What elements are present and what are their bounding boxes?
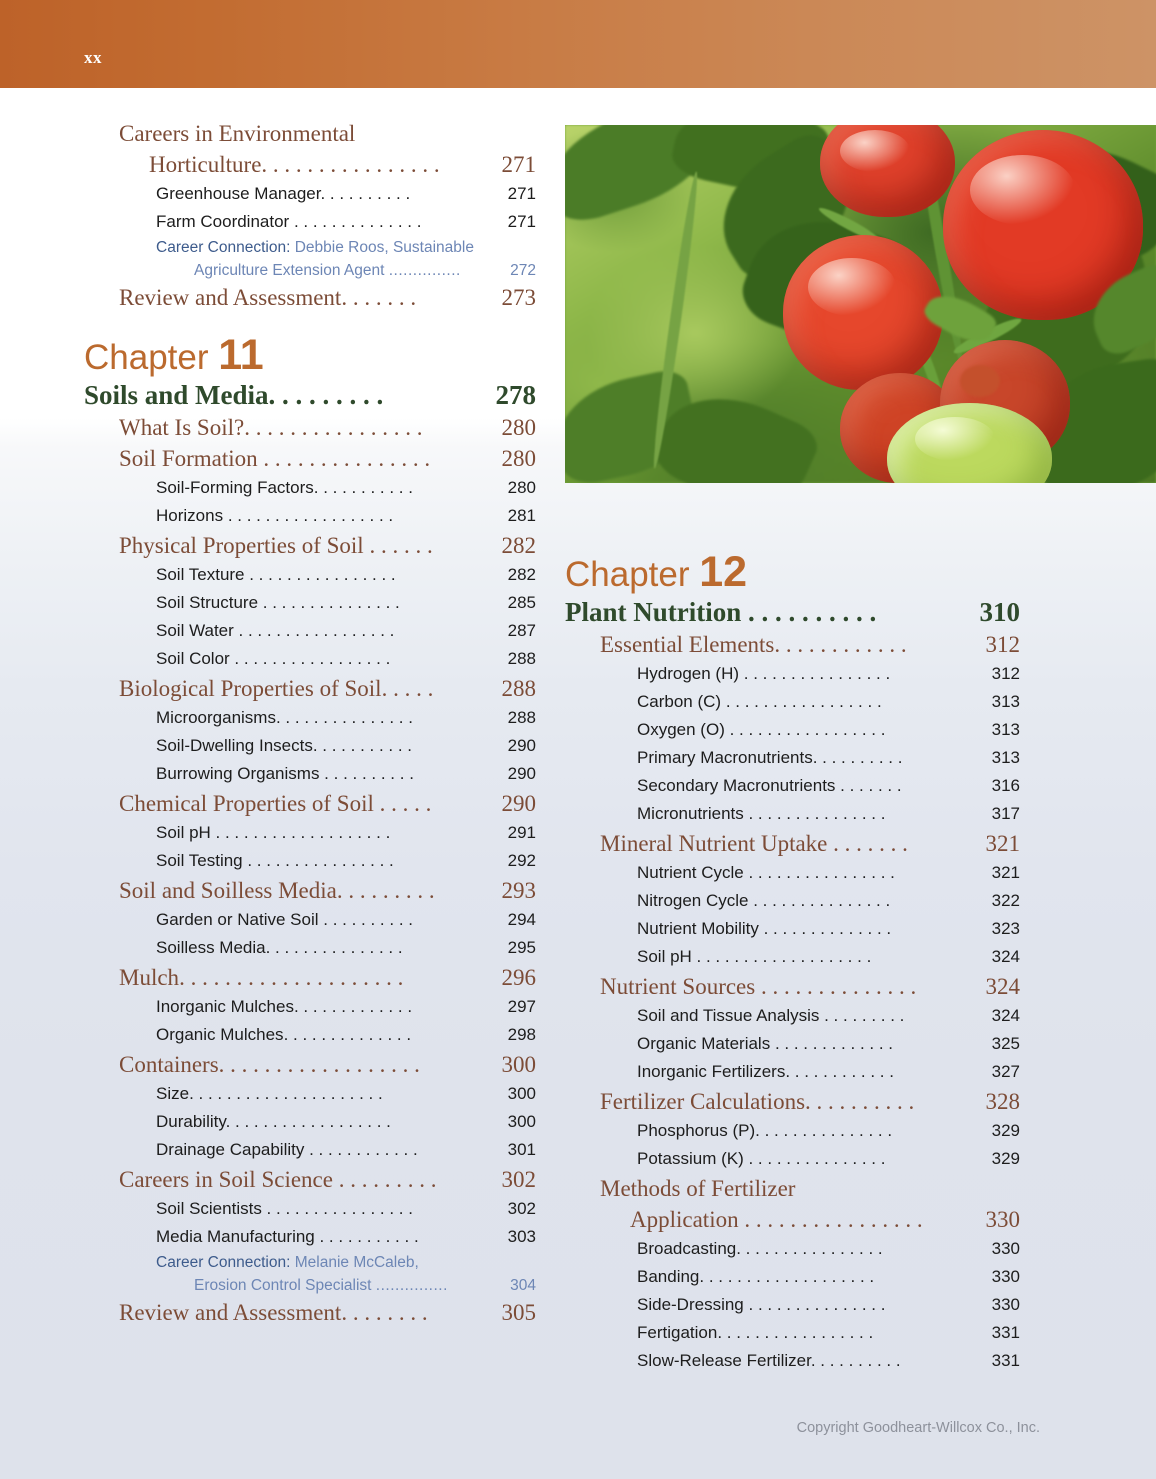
toc-entry-label: Nutrient Cycle xyxy=(637,863,749,882)
page-number: 290 xyxy=(507,736,536,755)
leader-dots: . . . . . . . . . . . . . . . . . . xyxy=(227,506,394,525)
leader-dots: . . . . . . . . . . . . . . . xyxy=(753,891,891,910)
toc-entry-label: Organic Materials xyxy=(637,1034,775,1053)
career-connection-label: Career Connection: xyxy=(156,239,291,256)
toc-entry-label: Potassium (K) xyxy=(637,1149,749,1168)
toc-entry-sub[interactable] xyxy=(637,744,1020,772)
leader-dots: . . . . . . . . . . . . . . xyxy=(763,919,892,938)
toc-entry-sub[interactable] xyxy=(156,645,536,673)
toc-entry-sub[interactable] xyxy=(156,906,536,934)
toc-left-chapter11-list xyxy=(84,412,536,1328)
leader-dots: . . . . . . . . . . . . . xyxy=(774,1034,894,1053)
page-number: 305 xyxy=(501,1300,536,1325)
toc-entry-head-cont[interactable] xyxy=(149,149,536,180)
leader-dots: . . . . . . . . . . . . . . . xyxy=(262,593,400,612)
toc-entry-head[interactable] xyxy=(600,971,1020,1002)
page-number: 293 xyxy=(501,878,536,903)
toc-entry-sub[interactable] xyxy=(637,1117,1020,1145)
page-number: 297 xyxy=(507,997,536,1016)
leader-dots: . . . . . . . . . . . . . . . . . . . . . xyxy=(189,1084,383,1103)
page-number: 302 xyxy=(507,1199,536,1218)
chapter-11-banner xyxy=(84,331,536,379)
page-number: 273 xyxy=(501,285,536,310)
toc-entry-label: Nutrient Mobility xyxy=(637,919,764,938)
page-number: 282 xyxy=(507,565,536,584)
leader-dots: . . . . . . . xyxy=(341,285,417,310)
toc-entry-sub[interactable] xyxy=(637,1145,1020,1173)
toc-entry-label: Size xyxy=(156,1084,190,1103)
toc-entry-head[interactable] xyxy=(119,1164,536,1195)
page-number: 325 xyxy=(991,1034,1020,1053)
leader-dots: . . . . . . . . . . . . . xyxy=(293,997,413,1016)
toc-entry-label: Mulch xyxy=(119,965,180,990)
leader-dots: . . . . . . . . . . . . . . . xyxy=(275,708,413,727)
toc-entry-sub[interactable] xyxy=(156,617,536,645)
chapter-word: Chapter xyxy=(84,338,209,377)
leader-dots: . . . . . . . xyxy=(833,831,908,856)
photo-tomato-highlight xyxy=(840,130,910,172)
toc-entry-label: Side-Dressing xyxy=(637,1295,749,1314)
toc-entry-label: Review and Assessment xyxy=(119,285,342,310)
toc-entry-sub[interactable] xyxy=(156,1021,536,1049)
leader-dots: . . . . . . . . . . . . . . . xyxy=(265,938,403,957)
toc-entry-label: Horticulture xyxy=(149,152,262,177)
toc-entry-label: Soil Texture xyxy=(156,565,250,584)
leader-dots: . . . . . . . . . . xyxy=(810,1351,901,1370)
chapter-number: 12 xyxy=(699,548,748,596)
toc-entry-head[interactable] xyxy=(119,282,536,313)
leader-dots: . . . . . . . . xyxy=(341,1300,428,1325)
page-number: 288 xyxy=(501,676,536,701)
leader-dots: ............... xyxy=(375,1277,448,1294)
page-number: 329 xyxy=(991,1121,1020,1140)
leader-dots: ............... xyxy=(388,262,461,279)
toc-entry-label: Soil Color xyxy=(156,649,235,668)
page-number: 324 xyxy=(985,974,1020,999)
leader-dots: . . . . . . . . . . xyxy=(320,184,411,203)
toc-entry-head[interactable] xyxy=(119,118,536,149)
toc-entry-label: Soilless Media xyxy=(156,938,266,957)
photo-green-tomato-highlight xyxy=(915,417,995,461)
page-number: 330 xyxy=(991,1267,1020,1286)
leader-dots: . . . . . . . . . . . . . . . . . . xyxy=(225,1112,391,1131)
leader-dots: . . . . . . . . . . . . xyxy=(785,1062,894,1081)
toc-entry-label: Fertigation xyxy=(637,1323,718,1342)
leader-dots: . . . . . . . . . . . . . . . . xyxy=(744,1207,923,1232)
toc-entry-label: Nitrogen Cycle xyxy=(637,891,754,910)
toc-entry-label: Soil Structure xyxy=(156,593,263,612)
page-number: 295 xyxy=(507,938,536,957)
page-number: 312 xyxy=(985,632,1020,657)
leader-dots: . . . . . . . xyxy=(840,776,902,795)
leader-dots: . . . . . . . . . . . . . . xyxy=(293,212,422,231)
page-number: 317 xyxy=(991,804,1020,823)
toc-entry-sub[interactable] xyxy=(637,1291,1020,1319)
toc-entry-sub[interactable] xyxy=(637,1030,1020,1058)
toc-entry-label: Burrowing Organisms xyxy=(156,764,325,783)
toc-entry-sub[interactable] xyxy=(637,1263,1020,1291)
leader-dots: . . . . . xyxy=(379,791,432,816)
toc-entry-head[interactable] xyxy=(600,828,1020,859)
toc-entry-head[interactable] xyxy=(119,788,536,819)
toc-entry-label: Horizons xyxy=(156,506,228,525)
page-number: 304 xyxy=(510,1277,536,1294)
page-number: 301 xyxy=(507,1140,536,1159)
chapter-number: 11 xyxy=(218,331,264,379)
toc-entry-label: Melanie McCaleb, xyxy=(290,1254,419,1271)
toc-entry-label: Soil and Tissue Analysis xyxy=(637,1006,825,1025)
toc-entry-label: Containers xyxy=(119,1052,219,1077)
toc-entry-sub[interactable] xyxy=(637,887,1020,915)
toc-entry-sub[interactable] xyxy=(156,732,536,760)
toc-entry-label: Soil pH xyxy=(156,823,216,842)
page-number: 313 xyxy=(991,692,1020,711)
toc-entry-sub[interactable] xyxy=(637,859,1020,887)
leader-dots: . . . . . . . . . . . . . . . xyxy=(263,446,431,471)
toc-entry-cc[interactable] xyxy=(156,236,536,259)
leader-dots: . . . . . . . . . . . . xyxy=(774,632,907,657)
toc-entry-head[interactable] xyxy=(119,530,536,561)
leader-dots: . . . . . . . . . . . . . . . . . xyxy=(729,720,886,739)
toc-entry-label: Slow-Release Fertilizer xyxy=(637,1351,811,1370)
chapter-title-text: Soils and Media xyxy=(84,380,269,410)
page-number: 300 xyxy=(507,1084,536,1103)
toc-entry-cc[interactable] xyxy=(156,1251,536,1274)
toc-left-chapter11-continued-entries xyxy=(84,118,536,313)
chapter-12-title-row[interactable] xyxy=(565,595,1020,629)
leader-dots: . . . . . . . . . . . . . . . . xyxy=(736,1239,883,1258)
toc-entry-label: Soil pH xyxy=(637,947,697,966)
leader-dots: . . . . . . . . . . . . . . . . xyxy=(247,851,394,870)
leader-dots: . . . . . . . . . . . . . . xyxy=(283,1025,412,1044)
chapter-title-text: Plant Nutrition xyxy=(565,597,749,627)
page-number: 313 xyxy=(991,720,1020,739)
page-number: 316 xyxy=(991,776,1020,795)
leader-dots: . . . . . . . . . . . . . . . . . . . xyxy=(699,1267,875,1286)
page-number: 280 xyxy=(501,446,536,471)
toc-entry-label: Methods of Fertilizer xyxy=(600,1176,796,1201)
toc-entry-label: Broadcasting xyxy=(637,1239,737,1258)
page-number: 324 xyxy=(991,1006,1020,1025)
page-number: 303 xyxy=(507,1227,536,1246)
toc-entry-sub[interactable] xyxy=(156,993,536,1021)
leader-dots: . . . . . . . . . . xyxy=(324,764,414,783)
toc-entry-label: Soil and Soilless Media xyxy=(119,878,337,903)
leader-dots: . . . . . . . . . . . xyxy=(313,478,413,497)
leader-dots: . . . . . . . . . . . . . . . . . . . xyxy=(696,947,872,966)
toc-entry-label: Hydrogen (H) xyxy=(637,664,744,683)
toc-entry-sub[interactable] xyxy=(156,847,536,875)
toc-entry-sub[interactable] xyxy=(637,772,1020,800)
leader-dots: . . . . . . . . . . . . . . . . . xyxy=(234,649,391,668)
toc-entry-sub[interactable] xyxy=(637,688,1020,716)
toc-entry-sub[interactable] xyxy=(156,208,536,236)
toc-entry-label: Carbon (C) xyxy=(637,692,726,711)
toc-entry-label: Greenhouse Manager xyxy=(156,184,321,203)
chapter-11-title-row[interactable] xyxy=(84,378,536,412)
toc-entry-sub[interactable] xyxy=(156,1195,536,1223)
toc-entry-label: Oxygen (O) xyxy=(637,720,730,739)
leader-dots: . . . . . . . . . xyxy=(824,1006,905,1025)
toc-right-chapter12-list xyxy=(565,629,1020,1375)
leader-dots: . . . . . . . . . . . . . . . . . xyxy=(717,1323,874,1342)
toc-entry-head[interactable] xyxy=(119,443,536,474)
toc-entry-label: Farm Coordinator xyxy=(156,212,294,231)
toc-entry-head[interactable] xyxy=(600,1173,1020,1204)
toc-entry-sub[interactable] xyxy=(156,934,536,962)
page-number: 278 xyxy=(495,380,536,410)
page-number: 288 xyxy=(507,649,536,668)
page-number: 294 xyxy=(507,910,536,929)
toc-entry-head[interactable] xyxy=(119,1297,536,1328)
chapter-word: Chapter xyxy=(565,555,690,594)
page-number: 282 xyxy=(501,533,536,558)
toc-entry-head[interactable] xyxy=(119,412,536,443)
page-number: 292 xyxy=(507,851,536,870)
page-number: 302 xyxy=(501,1167,536,1192)
page-number: 298 xyxy=(507,1025,536,1044)
leader-dots: . . . . . . . . . . . . . . xyxy=(760,974,917,999)
page-number: 312 xyxy=(991,664,1020,683)
toc-entry-sub[interactable] xyxy=(637,1319,1020,1347)
leader-dots: . . . . . . . . . . . . . . . . xyxy=(244,415,423,440)
leader-dots: . . . . . . . . . . . . . . . . xyxy=(261,152,440,177)
toc-entry-label: Chemical Properties of Soil xyxy=(119,791,380,816)
page-number: 290 xyxy=(507,764,536,783)
toc-entry-label: Nutrient Sources xyxy=(600,974,761,999)
toc-entry-label: Media Manufacturing xyxy=(156,1227,320,1246)
toc-entry-label: Fertilizer Calculations xyxy=(600,1089,806,1114)
toc-entry-label: What Is Soil? xyxy=(119,415,245,440)
toc-entry-label: Soil Water xyxy=(156,621,239,640)
page-number: 323 xyxy=(991,919,1020,938)
toc-entry-sub[interactable] xyxy=(637,1347,1020,1375)
toc-entry-head-cont[interactable] xyxy=(630,1204,1020,1235)
page-number: 296 xyxy=(501,965,536,990)
toc-entry-sub[interactable] xyxy=(156,1108,536,1136)
toc-entry-sub[interactable] xyxy=(637,1235,1020,1263)
toc-entry-label: Essential Elements xyxy=(600,632,775,657)
toc-entry-label: Secondary Macronutrients xyxy=(637,776,841,795)
leader-dots: . . . . . . . . . xyxy=(336,878,435,903)
leader-dots: . . . . . . . . . . . . . . . . . . . . xyxy=(179,965,404,990)
page-number: 321 xyxy=(985,831,1020,856)
leader-dots: . . . . . . . . . . xyxy=(812,748,903,767)
page-number: 327 xyxy=(991,1062,1020,1081)
toc-entry-head[interactable] xyxy=(119,1049,536,1080)
toc-entry-label: Soil-Forming Factors xyxy=(156,478,314,497)
toc-entry-sub[interactable] xyxy=(156,1136,536,1164)
toc-entry-sub[interactable] xyxy=(156,819,536,847)
toc-entry-label: Inorganic Mulches xyxy=(156,997,294,1016)
page-number: 331 xyxy=(991,1351,1020,1370)
page-number: 329 xyxy=(991,1149,1020,1168)
page-number: 271 xyxy=(507,212,536,231)
page-number: 281 xyxy=(507,506,536,525)
chapter-12-banner xyxy=(565,548,1020,596)
toc-entry-label: Careers in Soil Science xyxy=(119,1167,339,1192)
toc-entry-label: Soil-Dwelling Insects xyxy=(156,736,313,755)
career-connection-label: Career Connection: xyxy=(156,1254,291,1271)
leader-dots: . . . . . . . . . . . . . . . . . xyxy=(238,621,395,640)
leader-dots: . . . . . . . . . . . . . . . . . xyxy=(725,692,882,711)
toc-entry-sub[interactable] xyxy=(637,800,1020,828)
folio-page-number: xx xyxy=(84,48,102,67)
page-number: 287 xyxy=(507,621,536,640)
toc-entry-label: Soil Scientists xyxy=(156,1199,267,1218)
page-number: 313 xyxy=(991,748,1020,767)
toc-entry-label: Biological Properties of Soil xyxy=(119,676,382,701)
toc-entry-label: Primary Macronutrients xyxy=(637,748,813,767)
toc-left-column xyxy=(84,118,536,1328)
toc-entry-sub[interactable] xyxy=(156,561,536,589)
toc-entry-label: Soil Testing xyxy=(156,851,248,870)
leader-dots: . . . . . . . . . xyxy=(338,1167,437,1192)
photo-tomato-highlight xyxy=(808,258,896,316)
toc-entry-label: Phosphorus (P) xyxy=(637,1121,756,1140)
toc-entry-label: Inorganic Fertilizers xyxy=(637,1062,786,1081)
toc-entry-label: Banding xyxy=(637,1267,700,1286)
leader-dots: . . . . . . . . . . . . . . . . . . . xyxy=(215,823,391,842)
page-number: 310 xyxy=(979,597,1020,627)
page-number: 321 xyxy=(991,863,1020,882)
leader-dots: . . . . . . . . . . . . xyxy=(309,1140,418,1159)
toc-entry-sub[interactable] xyxy=(156,704,536,732)
leader-dots: . . . . . . . . . . xyxy=(323,910,413,929)
toc-entry-label: Erosion Control Specialist xyxy=(194,1277,376,1294)
toc-entry-head[interactable] xyxy=(600,629,1020,660)
toc-entry-label: Organic Mulches xyxy=(156,1025,284,1044)
leader-dots: . . . . . . . . . . . . . . . xyxy=(748,1295,886,1314)
page-number: 330 xyxy=(985,1207,1020,1232)
leader-dots: . . . . . xyxy=(381,676,434,701)
page-number: 285 xyxy=(507,593,536,612)
toc-entry-label: Microorganisms xyxy=(156,708,276,727)
toc-entry-sub[interactable] xyxy=(637,660,1020,688)
leader-dots: . . . . . . . . . . . . . . . xyxy=(748,804,886,823)
toc-entry-sub[interactable] xyxy=(637,1058,1020,1086)
toc-entry-sub[interactable] xyxy=(156,589,536,617)
leader-dots: . . . . . . . . . . . xyxy=(319,1227,419,1246)
toc-entry-sub[interactable] xyxy=(637,915,1020,943)
leader-dots: . . . . . . . . . xyxy=(268,380,384,410)
toc-entry-label: Durability xyxy=(156,1112,226,1131)
toc-entry-label: Drainage Capability xyxy=(156,1140,310,1159)
page-number: 280 xyxy=(507,478,536,497)
toc-entry-cc-cont[interactable] xyxy=(194,259,536,282)
page-number: 291 xyxy=(507,823,536,842)
toc-entry-label: Physical Properties of Soil xyxy=(119,533,370,558)
toc-entry-cc-cont[interactable] xyxy=(194,1274,536,1297)
toc-entry-label: Mineral Nutrient Uptake xyxy=(600,831,834,856)
page-number: 300 xyxy=(501,1052,536,1077)
toc-entry-head[interactable] xyxy=(600,1086,1020,1117)
page-number: 331 xyxy=(991,1323,1020,1342)
toc-entry-head[interactable] xyxy=(119,962,536,993)
toc-entry-sub[interactable] xyxy=(637,943,1020,971)
page-number: 324 xyxy=(991,947,1020,966)
toc-entry-sub[interactable] xyxy=(156,760,536,788)
toc-entry-label: Garden or Native Soil xyxy=(156,910,324,929)
page-number: 271 xyxy=(501,152,536,177)
leader-dots: . . . . . . . . . . . xyxy=(312,736,413,755)
page-number: 271 xyxy=(507,184,536,203)
leader-dots: . . . . . . . . . . . . . . . xyxy=(755,1121,893,1140)
toc-entry-head[interactable] xyxy=(119,875,536,906)
copyright-notice: Copyright Goodheart-Willcox Co., Inc. xyxy=(796,1420,1040,1436)
toc-entry-sub[interactable] xyxy=(156,1080,536,1108)
toc-entry-sub[interactable] xyxy=(156,180,536,208)
leader-dots: . . . . . . . . . . . . . . . . xyxy=(743,664,891,683)
toc-entry-label: Soil Formation xyxy=(119,446,264,471)
page-number: 328 xyxy=(985,1089,1020,1114)
photo-dried-blossom xyxy=(960,365,1000,397)
page-number: 330 xyxy=(991,1239,1020,1258)
photo-tomato-highlight xyxy=(970,155,1075,225)
page-header-band xyxy=(0,0,1156,88)
leader-dots: . . . . . . . . . . . . . . . . xyxy=(266,1199,413,1218)
toc-entry-head[interactable] xyxy=(119,673,536,704)
leader-dots: . . . . . . . . . . xyxy=(805,1089,915,1114)
toc-entry-label: Application xyxy=(630,1207,745,1232)
leader-dots: . . . . . . . . . . . . . . . . xyxy=(748,863,895,882)
toc-entry-sub[interactable] xyxy=(156,502,536,530)
page-number: 290 xyxy=(501,791,536,816)
toc-entry-label: Careers in Environmental xyxy=(119,121,356,146)
toc-entry-label: Review and Assessment xyxy=(119,1300,342,1325)
toc-entry-sub[interactable] xyxy=(637,716,1020,744)
page-number: 280 xyxy=(501,415,536,440)
toc-entry-sub[interactable] xyxy=(156,1223,536,1251)
page-number: 330 xyxy=(991,1295,1020,1314)
page-number: 288 xyxy=(507,708,536,727)
toc-entry-label: Micronutrients xyxy=(637,804,749,823)
leader-dots: . . . . . . . . . . xyxy=(748,597,877,627)
page-number: 272 xyxy=(510,262,536,279)
chapter-12-tomato-photo xyxy=(565,125,1156,483)
leader-dots: . . . . . . . . . . . . . . . xyxy=(748,1149,886,1168)
leader-dots: . . . . . . . . . . . . . . . . xyxy=(249,565,396,584)
toc-entry-label: Agriculture Extension Agent xyxy=(194,262,389,279)
toc-entry-sub[interactable] xyxy=(156,474,536,502)
toc-right-column xyxy=(565,548,1020,1375)
page-number: 300 xyxy=(507,1112,536,1131)
leader-dots: . . . . . . . . . . . . . . . . . . xyxy=(218,1052,420,1077)
toc-entry-sub[interactable] xyxy=(637,1002,1020,1030)
page-number: 322 xyxy=(991,891,1020,910)
leader-dots: . . . . . . xyxy=(369,533,433,558)
toc-entry-label: Debbie Roos, Sustainable xyxy=(290,239,474,256)
